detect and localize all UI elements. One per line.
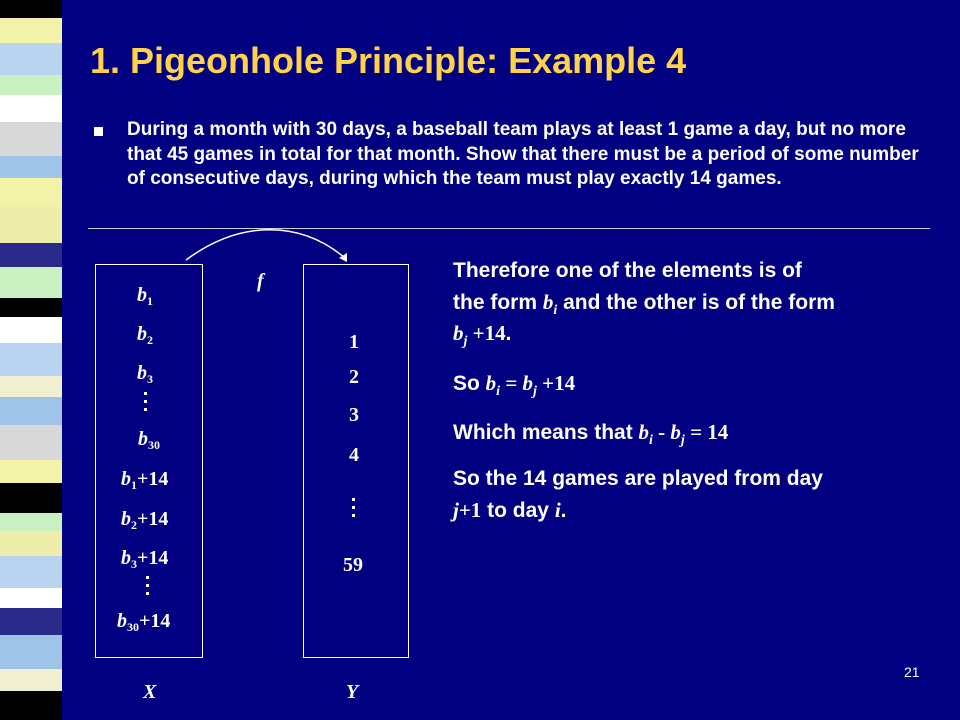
stripe-block: [0, 243, 62, 267]
stripe-block: [0, 588, 62, 608]
conclusion-line-3: $b_j +14$.: [453, 321, 512, 350]
stripe-block: [0, 75, 62, 95]
domain-item: $b_2$: [137, 323, 153, 347]
stripe-block: [0, 513, 62, 531]
conclusion-line-2: the form $b_i$ and the other is of the form: [453, 290, 835, 319]
bullet-marker: [94, 127, 103, 136]
final-conclusion-line-1: So the 14 games are played from day: [453, 467, 823, 490]
page-number: 21: [904, 664, 920, 680]
stripe-block: [0, 460, 62, 483]
stripe-block: [0, 556, 62, 588]
stripe-block: [0, 298, 62, 317]
final-conclusion-line-2: j+1 to day i.: [453, 498, 567, 522]
codomain-item: 2: [349, 366, 359, 388]
stripe-block: [0, 635, 62, 669]
equation-bi-equals-bj-plus-14: So $b_i = b_j +14$: [453, 371, 576, 400]
domain-item: $b_2+14$: [121, 508, 169, 532]
slide-title: 1. Pigeonhole Principle: Example 4: [90, 40, 687, 81]
set-label-x: X: [143, 681, 157, 703]
decorative-side-stripe: [0, 0, 62, 720]
stripe-block: [0, 95, 62, 122]
stripe-block: [0, 669, 62, 691]
codomain-item: 1: [349, 331, 359, 353]
stripe-block: [0, 207, 62, 243]
domain-item: $b_{30}$: [138, 428, 160, 452]
codomain-item: 3: [349, 404, 359, 426]
domain-item: $b_1$: [137, 284, 153, 308]
stripe-block: [0, 608, 62, 635]
stripe-block: [0, 531, 62, 556]
domain-item: $b_3$: [137, 362, 153, 386]
stripe-block: [0, 178, 62, 207]
mapping-arrow: [180, 226, 360, 271]
ellipsis-vertical: [352, 498, 356, 522]
domain-item: $b_{30}+14$: [117, 610, 171, 634]
stripe-block: [0, 425, 62, 460]
conclusion-line-1: Therefore one of the elements is of: [453, 259, 802, 282]
domain-item: $b_1+14$: [121, 468, 169, 492]
stripe-block: [0, 156, 62, 178]
set-label-y: Y: [346, 681, 359, 703]
stripe-block: [0, 43, 62, 75]
stripe-block: [0, 397, 62, 425]
ellipsis-vertical: [146, 576, 150, 600]
stripe-block: [0, 317, 62, 343]
stripe-block: [0, 691, 62, 720]
stripe-block: [0, 18, 62, 43]
problem-statement: During a month with 30 days, a baseball team plays at least 1 game a day, but no more that 45 games in total for that month. Show that there must be a period of some number of consecutive days, during which the team must play exactly 14 games.: [127, 119, 919, 189]
stripe-block: [0, 343, 62, 376]
codomain-item: 59: [343, 554, 363, 576]
stripe-block: [0, 267, 62, 298]
stripe-block: [0, 483, 62, 513]
function-label-f: f: [257, 270, 264, 292]
stripe-block: [0, 376, 62, 397]
ellipsis-vertical: [144, 392, 148, 416]
equation-difference: Which means that $b_i - b_j = 14$: [453, 420, 729, 449]
codomain-item: 4: [349, 444, 359, 466]
stripe-block: [0, 122, 62, 156]
stripe-block: [0, 0, 62, 18]
domain-item: $b_3+14$: [121, 547, 169, 571]
